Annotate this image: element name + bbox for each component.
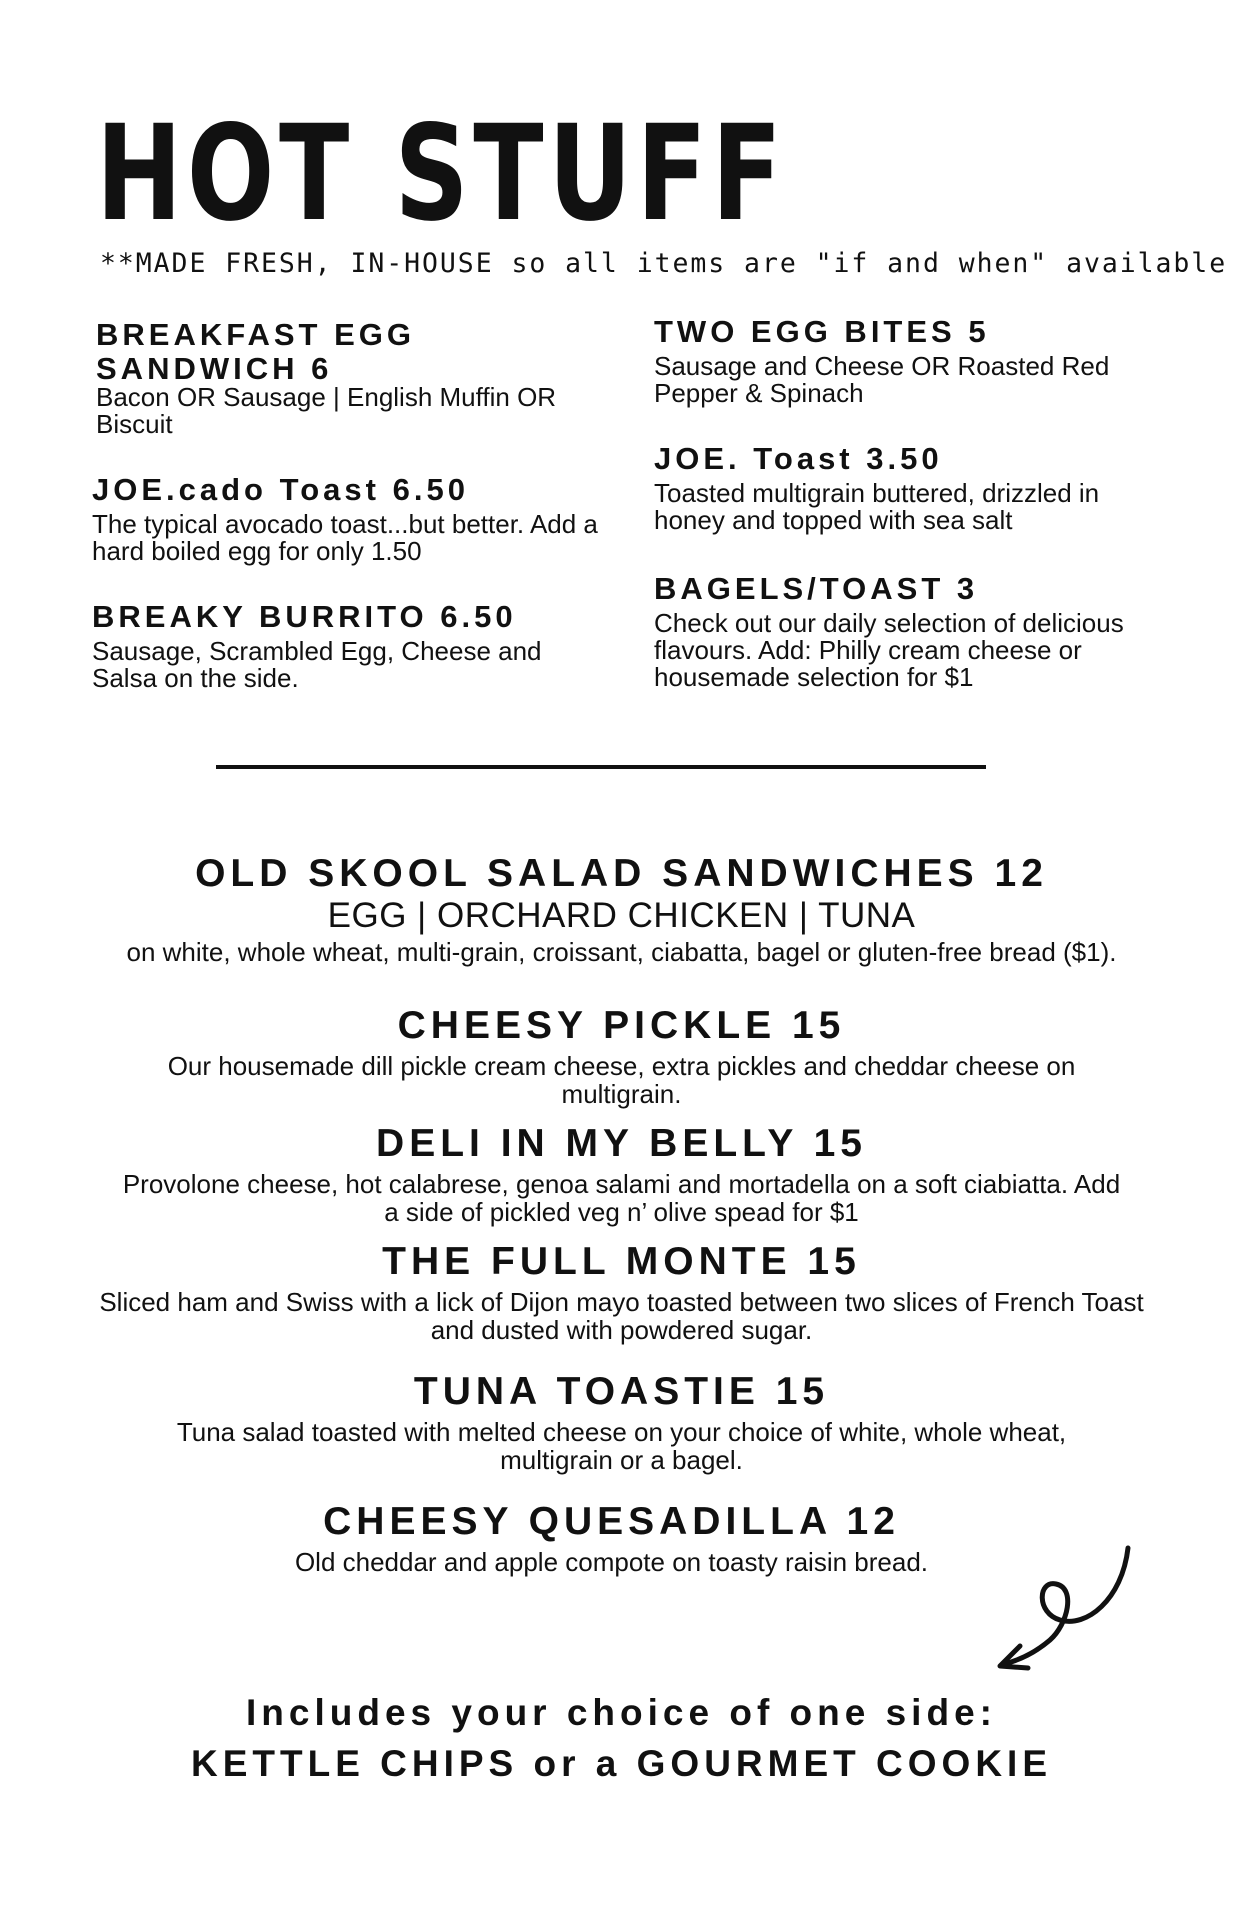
item-description: Our housemade dill pickle cream cheese, extra pickles and cheddar cheese on multigrain. xyxy=(167,1051,1076,1109)
item-name: CHEESY QUESADILLA 12 xyxy=(323,1500,900,1543)
item-fillings: EGG | ORCHARD CHICKEN | TUNA xyxy=(327,896,916,935)
item-name: BREAKFAST EGG SANDWICH 6 xyxy=(96,317,415,386)
item-description: Sliced ham and Swiss with a lick of Dijon mayo toasted between two slices of French Toast and dusted with powdered sugar. xyxy=(99,1287,1144,1345)
menu-item-the-full-monte xyxy=(90,1240,1153,1344)
item-name: OLD SKOOL SALAD SANDWICHES 12 xyxy=(195,852,1048,895)
item-name: JOE.cado Toast 6.50 xyxy=(92,472,469,507)
menu-subtitle: **MADE FRESH, IN-HOUSE so all items are "if and when" available xyxy=(100,248,1228,279)
item-description: on white, whole wheat, multi-grain, croissant, ciabatta, bagel or gluten-free bread ($1). xyxy=(126,937,1117,967)
side-choice-note: Includes your choice of one side: xyxy=(246,1692,997,1733)
menu-item-tuna-toastie xyxy=(140,1370,1103,1474)
item-name: CHEESY PICKLE 15 xyxy=(397,1004,846,1047)
item-description: Old cheddar and apple compote on toasty raisin bread. xyxy=(294,1547,929,1577)
item-description: Tuna salad toasted with melted cheese on your choice of white, whole wheat, multigrain or a bagel. xyxy=(176,1417,1067,1475)
menu-item-cheesy-quesadilla xyxy=(80,1500,1143,1576)
menu-item-cheesy-pickle xyxy=(130,1004,1113,1108)
item-name: THE FULL MONTE 15 xyxy=(382,1240,861,1283)
item-name: TUNA TOASTIE 15 xyxy=(413,1370,830,1413)
section-divider xyxy=(216,765,986,769)
menu-item-two-egg-bites xyxy=(654,315,1174,407)
curly-arrow-icon xyxy=(990,1540,1140,1680)
menu-item-bagels-toast xyxy=(654,572,1174,691)
menu-item-breaky-burrito xyxy=(92,600,612,692)
menu-item-deli-in-my-belly xyxy=(90,1122,1153,1226)
item-description: Sausage and Cheese OR Roasted Red Pepper & Spinach xyxy=(654,351,1110,408)
item-description: Toasted multigrain buttered, drizzled in honey and topped with sea salt xyxy=(654,478,1100,535)
item-description: Sausage, Scrambled Egg, Cheese and Salsa on the side. xyxy=(92,636,542,693)
item-name: TWO EGG BITES 5 xyxy=(654,314,990,349)
menu-item-breakfast-egg-sandwich xyxy=(96,318,616,438)
item-description: Check out our daily selection of delicious flavours. Add: Philly cream cheese or housemade selection for $1 xyxy=(654,608,1124,692)
menu-title: HOT STUFF xyxy=(96,97,787,251)
item-name: BREAKY BURRITO 6.50 xyxy=(92,599,517,634)
menu-item-joecado-toast xyxy=(92,473,612,565)
menu-item-old-skool-salad-sandwiches xyxy=(90,852,1153,966)
item-description: The typical avocado toast...but better. Add a hard boiled egg for only 1.50 xyxy=(92,509,598,566)
menu-item-joe-toast xyxy=(654,442,1174,534)
side-options: KETTLE CHIPS or a GOURMET COOKIE xyxy=(191,1743,1052,1784)
item-name: BAGELS/TOAST 3 xyxy=(654,571,979,606)
item-description: Provolone cheese, hot calabrese, genoa salami and mortadella on a soft ciabiatta. Add a side of pickled veg n’ olive spead for $1 xyxy=(122,1169,1121,1227)
item-name: DELI IN MY BELLY 15 xyxy=(376,1122,867,1165)
item-name: JOE. Toast 3.50 xyxy=(654,441,943,476)
item-description: Bacon OR Sausage | English Muffin OR Biscuit xyxy=(96,382,557,439)
